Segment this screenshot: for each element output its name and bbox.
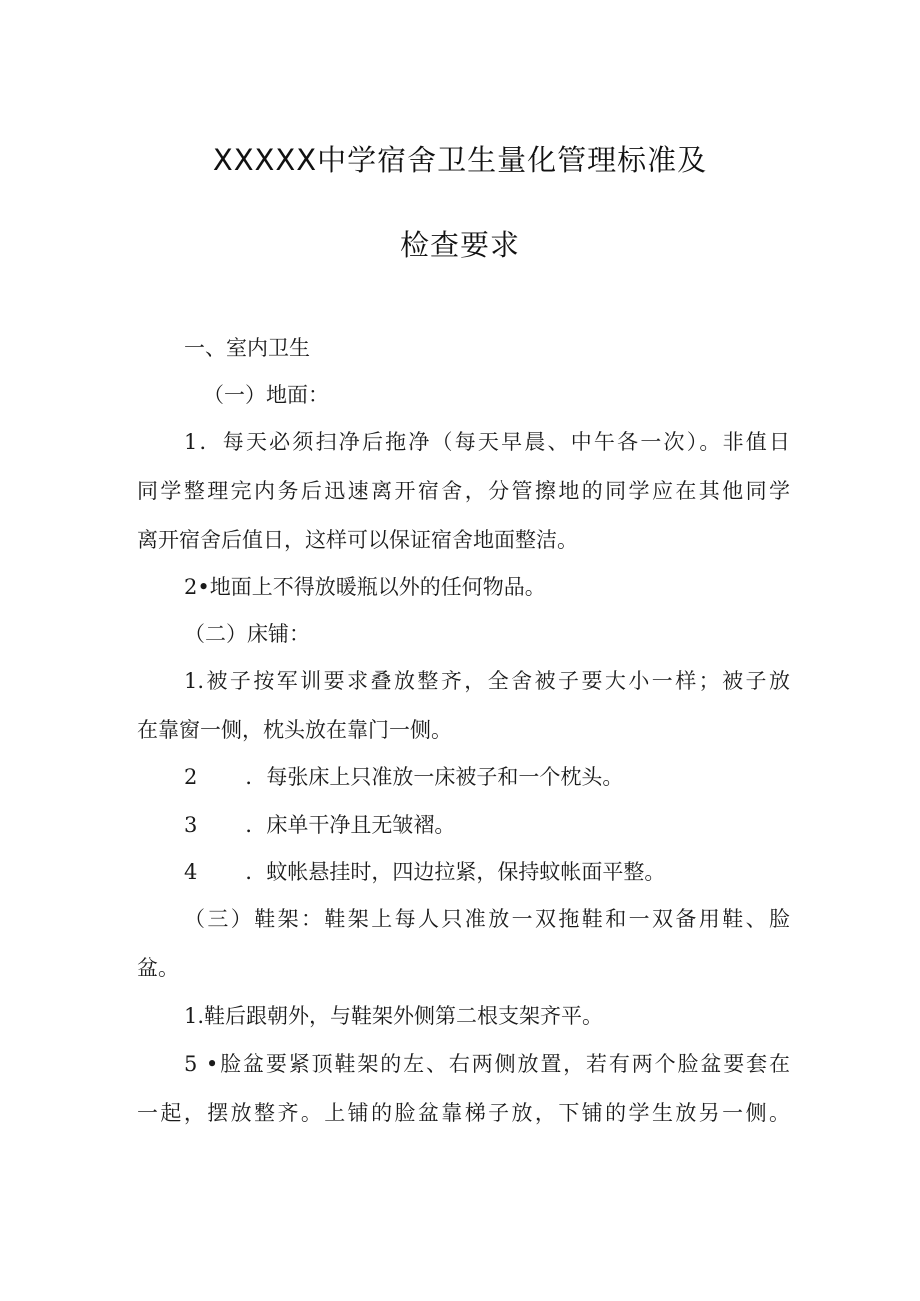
bed-item1-line1: 1.被子按军训要求叠放整齐，全舍被子要大小一样；被子放 bbox=[184, 669, 790, 693]
shoe-item5-line1: 5 •脸盆要紧顶鞋架的左、右两侧放置，若有两个脸盆要套在 bbox=[184, 1052, 790, 1076]
floor-item2: 2•地面上不得放暖瓶以外的任何物品。 bbox=[184, 575, 546, 599]
shoe-item1: 1.鞋后跟朝外，与鞋架外侧第二根支架齐平。 bbox=[184, 1004, 604, 1028]
subsection-shoe-rack-line2: 盆。 bbox=[137, 956, 179, 980]
bed-item4-number: 4 bbox=[184, 860, 198, 884]
bed-item1-line2: 在靠窗一侧，枕头放在靠门一侧。 bbox=[137, 718, 452, 742]
subsection-floor-heading: （一）地面： bbox=[203, 383, 329, 407]
document-title-line2: 检查要求 bbox=[399, 228, 520, 262]
bed-item3-text: ．床单干净且无皱褶。 bbox=[245, 813, 456, 837]
shoe-item5-line2: 一起，摆放整齐。上铺的脸盆靠梯子放，下铺的学生放另一侧。 bbox=[137, 1101, 790, 1125]
floor-item1-line3: 离开宿舍后值日，这样可以保证宿舍地面整洁。 bbox=[137, 528, 578, 552]
section1-heading: 一、室内卫生 bbox=[184, 336, 310, 360]
subsection-bed-heading: （二）床铺： bbox=[184, 622, 310, 646]
bed-item2-number: 2 bbox=[184, 765, 198, 789]
subsection-shoe-rack-line1: （三）鞋架：鞋架上每人只准放一双拖鞋和一双备用鞋、脸 bbox=[184, 907, 790, 931]
bed-item4-text: ．蚊帐悬挂时，四边拉紧，保持蚊帐面平整。 bbox=[245, 860, 666, 884]
bed-item3 bbox=[184, 810, 455, 840]
bed-item3-number: 3 bbox=[184, 813, 198, 837]
bed-item2 bbox=[184, 762, 623, 792]
floor-item1-line2: 同学整理完内务后迅速离开宿舍，分管擦地的同学应在其他同学 bbox=[137, 479, 790, 503]
bed-item2-text: ．每张床上只准放一床被子和一个枕头。 bbox=[245, 765, 624, 789]
floor-item1-line1: 1．每天必须扫净后拖净（每天早晨、中午各一次）。非值日 bbox=[184, 430, 790, 454]
document-title-line1: XXXXX中学宿舍卫生量化管理标准及 bbox=[212, 143, 708, 177]
bed-item4 bbox=[184, 857, 665, 887]
